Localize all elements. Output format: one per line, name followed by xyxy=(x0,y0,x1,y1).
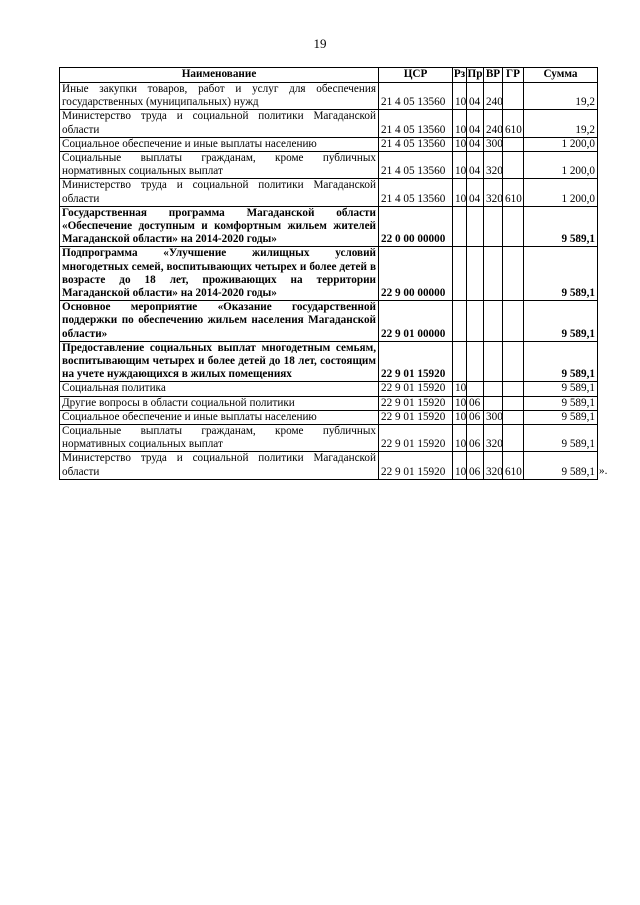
cell-name: Подпрограмма «Улучшение жилищных условий многодетных семей, воспитывающих четырех и более детей в возрасте до 18 лет, проживающих на территории Магаданской области» на 2014-2020 годы» xyxy=(60,247,379,301)
cell-name: Министерство труда и социальной политики Магаданской области xyxy=(60,110,379,137)
cell-sum: 19,2 xyxy=(524,83,598,110)
cell-sum: 1 200,0 xyxy=(524,179,598,206)
table-row xyxy=(60,410,598,424)
table-row xyxy=(60,452,598,479)
cell-pr xyxy=(467,301,484,342)
cell-csr: 22 9 01 15920 xyxy=(379,425,453,452)
cell-csr: 21 4 05 13560 xyxy=(379,83,453,110)
cell-vr xyxy=(484,396,503,410)
cell-vr xyxy=(484,247,503,301)
cell-name: Социальные выплаты гражданам, кроме публичных нормативных социальных выплат xyxy=(60,425,379,452)
cell-name: Министерство труда и социальной политики Магаданской области xyxy=(60,179,379,206)
cell-vr: 320 xyxy=(484,152,503,179)
cell-csr: 22 9 01 15920 xyxy=(379,382,453,396)
table-body xyxy=(60,83,598,480)
cell-gr xyxy=(503,396,524,410)
cell-rz: 10 xyxy=(453,382,467,396)
table-row xyxy=(60,382,598,396)
cell-pr: 06 xyxy=(467,452,484,479)
cell-sum: 9 589,1 xyxy=(524,382,598,396)
cell-name: Социальное обеспечение и иные выплаты населению xyxy=(60,137,379,151)
column-header-name: Наименование xyxy=(60,68,379,83)
table-row xyxy=(60,179,598,206)
cell-sum: 9 589,1 xyxy=(524,341,598,382)
cell-rz: 10 xyxy=(453,452,467,479)
cell-name: Государственная программа Магаданской области «Обеспечение доступным и комфортным жильем жителей Магаданской области» на 2014-2020 годы» xyxy=(60,206,379,247)
cell-pr: 04 xyxy=(467,137,484,151)
cell-gr xyxy=(503,410,524,424)
cell-pr: 04 xyxy=(467,179,484,206)
cell-sum: 9 589,1 xyxy=(524,247,598,301)
table-row xyxy=(60,425,598,452)
cell-csr: 22 9 00 00000 xyxy=(379,247,453,301)
cell-name: Предоставление социальных выплат многодетным семьям, воспитывающим четырех и более детей до 18 лет, состоящим на учете нуждающихся в жилых помещениях xyxy=(60,341,379,382)
cell-name: Социальные выплаты гражданам, кроме публичных нормативных социальных выплат xyxy=(60,152,379,179)
table-header xyxy=(60,68,598,83)
cell-rz xyxy=(453,247,467,301)
cell-csr: 22 9 01 15920 xyxy=(379,341,453,382)
cell-gr xyxy=(503,206,524,247)
table-row xyxy=(60,301,598,342)
cell-csr: 21 4 05 13560 xyxy=(379,137,453,151)
column-header-gr: ГР xyxy=(503,68,524,83)
cell-pr: 06 xyxy=(467,396,484,410)
cell-rz: 10 xyxy=(453,137,467,151)
cell-sum: 9 589,1 xyxy=(524,425,598,452)
cell-sum: 9 589,1 xyxy=(524,301,598,342)
column-header-sum: Сумма xyxy=(524,68,598,83)
cell-gr xyxy=(503,301,524,342)
cell-rz: 10 xyxy=(453,396,467,410)
cell-vr: 240 xyxy=(484,110,503,137)
table-row xyxy=(60,137,598,151)
cell-pr: 04 xyxy=(467,152,484,179)
column-header-vr: ВР xyxy=(484,68,503,83)
cell-vr xyxy=(484,206,503,247)
cell-pr xyxy=(467,206,484,247)
cell-gr xyxy=(503,247,524,301)
cell-csr: 22 9 01 15920 xyxy=(379,410,453,424)
cell-name: Другие вопросы в области социальной политики xyxy=(60,396,379,410)
column-header-pr: Пр xyxy=(467,68,484,83)
cell-pr: 04 xyxy=(467,110,484,137)
closing-quote-mark: ». xyxy=(599,465,608,478)
cell-csr: 21 4 05 13560 xyxy=(379,179,453,206)
page-number: 19 xyxy=(313,36,327,51)
cell-rz: 10 xyxy=(453,110,467,137)
cell-name: Министерство труда и социальной политики Магаданской области xyxy=(60,452,379,479)
table-row xyxy=(60,110,598,137)
cell-gr: 610 xyxy=(503,452,524,479)
cell-csr: 22 9 01 15920 xyxy=(379,396,453,410)
cell-csr: 21 4 05 13560 xyxy=(379,110,453,137)
cell-pr: 04 xyxy=(467,83,484,110)
cell-pr: 06 xyxy=(467,425,484,452)
cell-gr xyxy=(503,83,524,110)
cell-rz xyxy=(453,206,467,247)
cell-pr xyxy=(467,247,484,301)
table-row xyxy=(60,206,598,247)
cell-name: Социальная политика xyxy=(60,382,379,396)
cell-sum: 9 589,1 xyxy=(524,396,598,410)
cell-vr xyxy=(484,341,503,382)
table-row xyxy=(60,396,598,410)
cell-rz: 10 xyxy=(453,179,467,206)
cell-pr xyxy=(467,382,484,396)
cell-vr: 320 xyxy=(484,425,503,452)
budget-table xyxy=(59,67,598,480)
cell-sum: 1 200,0 xyxy=(524,152,598,179)
cell-gr xyxy=(503,152,524,179)
cell-vr: 320 xyxy=(484,452,503,479)
table-row xyxy=(60,83,598,110)
table-row xyxy=(60,247,598,301)
cell-sum: 9 589,1 xyxy=(524,410,598,424)
cell-name: Основное мероприятие «Оказание государственной поддержки по обеспечению жильем населения Магаданской области» xyxy=(60,301,379,342)
cell-gr xyxy=(503,425,524,452)
cell-pr: 06 xyxy=(467,410,484,424)
cell-name: Социальное обеспечение и иные выплаты населению xyxy=(60,410,379,424)
cell-vr: 300 xyxy=(484,137,503,151)
table-row xyxy=(60,152,598,179)
cell-gr xyxy=(503,137,524,151)
cell-sum: 9 589,1 xyxy=(524,452,598,479)
cell-sum: 9 589,1 xyxy=(524,206,598,247)
cell-sum: 1 200,0 xyxy=(524,137,598,151)
cell-vr xyxy=(484,301,503,342)
cell-csr: 22 0 00 00000 xyxy=(379,206,453,247)
cell-rz xyxy=(453,301,467,342)
cell-pr xyxy=(467,341,484,382)
column-header-csr: ЦСР xyxy=(379,68,453,83)
header-row xyxy=(60,68,598,83)
cell-name: Иные закупки товаров, работ и услуг для обеспечения государственных (муниципальных) нужд xyxy=(60,83,379,110)
cell-sum: 19,2 xyxy=(524,110,598,137)
cell-rz: 10 xyxy=(453,152,467,179)
table-row xyxy=(60,341,598,382)
cell-rz: 10 xyxy=(453,425,467,452)
cell-vr xyxy=(484,382,503,396)
cell-gr: 610 xyxy=(503,179,524,206)
cell-vr: 240 xyxy=(484,83,503,110)
cell-csr: 21 4 05 13560 xyxy=(379,152,453,179)
cell-gr xyxy=(503,382,524,396)
cell-gr xyxy=(503,341,524,382)
cell-vr: 320 xyxy=(484,179,503,206)
cell-rz: 10 xyxy=(453,410,467,424)
cell-gr: 610 xyxy=(503,110,524,137)
column-header-rz: Рз xyxy=(453,68,467,83)
cell-rz xyxy=(453,341,467,382)
cell-vr: 300 xyxy=(484,410,503,424)
cell-csr: 22 9 01 15920 xyxy=(379,452,453,479)
cell-csr: 22 9 01 00000 xyxy=(379,301,453,342)
cell-rz: 10 xyxy=(453,83,467,110)
